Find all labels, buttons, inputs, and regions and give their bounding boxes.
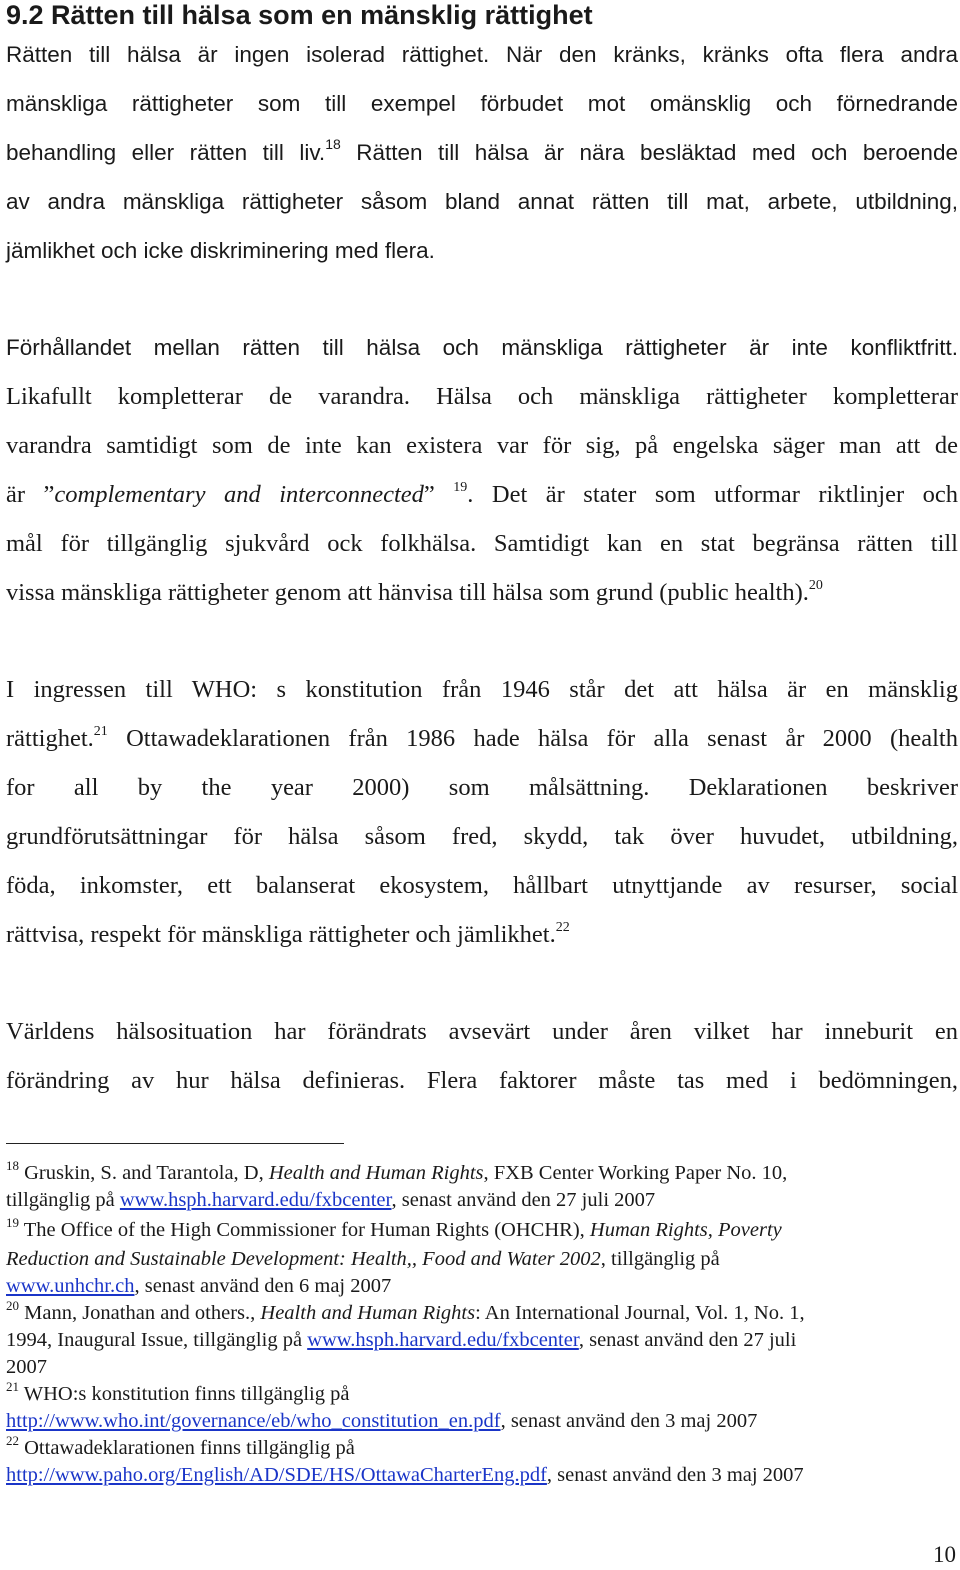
paragraph-2-line-4: är ”complementary and interconnected” $^{19}$. Det är stater som utformar riktlinjer och — [6, 480, 958, 508]
paragraph-4-line-2: förändring av hur hälsa definieras. Flera faktorer måste tas med i bedömningen, — [6, 1067, 958, 1094]
footnote-19-line-2: Reduction and Sustainable Development: Health,, Food and Water 2002, tillgänglig på — [6, 1248, 720, 1270]
footnote-21-line-1: $^{21}$ WHO:s konstitution finns tillgänglig på — [6, 1379, 350, 1405]
footnote-18-link[interactable]: www.hsph.harvard.edu/fxbcenter — [119, 1189, 392, 1211]
footnote-22-line-1: $^{22}$ Ottawadeklarationen finns tillgänglig på — [6, 1433, 355, 1459]
paragraph-1-line-1: Rätten till hälsa är ingen isolerad rättighet. När den kränks, kränks ofta flera andra — [6, 42, 958, 67]
footnote-ref-21: 21 — [93, 724, 108, 739]
paragraph-3-line-1: I ingressen till WHO: s konstitution från 1946 står det att hälsa är en mänsklig — [6, 676, 958, 703]
paragraph-2-line-2: Likafullt kompletterar de varandra. Hälsa och mänskliga rättigheter kompletterar — [6, 383, 958, 410]
paragraph-3-line-5: föda, inkomster, ett balanserat ekosystem, hållbart utnyttjande av resurser, social — [6, 872, 958, 899]
page-number: 10 — [933, 1542, 956, 1567]
paragraph-2-line-3: varandra samtidigt som de inte kan existera var för sig, på engelska säger man att de — [6, 432, 958, 459]
section-heading: 9.2 Rätten till hälsa som en mänsklig rättighet — [6, 0, 593, 30]
footnote-19-link[interactable]: www.unhchr.ch — [6, 1275, 135, 1297]
footnote-ref-22: 22 — [555, 920, 570, 935]
paragraph-3-line-3: for all by the year 2000) som målsättning. Deklarationen beskriver — [6, 774, 958, 801]
paragraph-2-line-5: mål för tillgänglig sjukvård ock folkhälsa. Samtidigt kan en stat begränsa rätten till — [6, 530, 958, 557]
footnote-20-line-3: 2007 — [6, 1356, 47, 1378]
footnote-ref-20: 20 — [808, 578, 823, 593]
footnote-ref-19: 19 — [453, 480, 468, 495]
paragraph-1-line-3: behandling eller rätten till liv.$^{18}$ Rätten till hälsa är nära besläktad med och beroende — [6, 136, 958, 165]
emphasis-phrase: complementary and interconnected — [54, 481, 424, 508]
paragraph-3-line-6: rättvisa, respekt för mänskliga rättigheter och jämlikhet.$^{22}$ — [6, 920, 570, 948]
footnote-22-line-2: http://www.paho.org/English/AD/SDE/HS/OttawaCharterEng.pdf, senast använd den 3 maj 2007 — [6, 1464, 804, 1486]
paragraph-3-line-4: grundförutsättningar för hälsa såsom fred, skydd, tak över huvudet, utbildning, — [6, 823, 958, 850]
paragraph-2-line-1: Förhållandet mellan rätten till hälsa och mänskliga rättigheter är inte konfliktfritt. — [6, 335, 958, 360]
paragraph-2-line-6: vissa mänskliga rättigheter genom att hänvisa till hälsa som grund (public health).$^{20}$ — [6, 578, 823, 606]
footnote-ref-18: 18 — [325, 136, 341, 152]
paragraph-4-line-1: Världens hälsosituation har förändrats avsevärt under åren vilket har inneburit en — [6, 1018, 958, 1045]
footnote-20-line-1: $^{20}$ Mann, Jonathan and others., Health and Human Rights: An International Journal, Vol. 1, No. 1, — [6, 1298, 805, 1324]
footnote-21-link[interactable]: http://www.who.int/governance/eb/who_constitution_en.pdf — [6, 1410, 501, 1432]
footnote-20-link[interactable]: www.hsph.harvard.edu/fxbcenter — [307, 1329, 579, 1351]
footnote-separator — [6, 1143, 344, 1144]
footnote-18-line-2: tillgänglig på www.hsph.harvard.edu/fxbcenter, senast använd den 27 juli 2007 — [6, 1189, 656, 1211]
paragraph-1-line-2: mänskliga rättigheter som till exempel förbudet mot omänsklig och förnedrande — [6, 91, 958, 116]
footnote-19-line-1: $^{19}$ The Office of the High Commissioner for Human Rights (OHCHR), Human Rights, Poverty — [6, 1215, 782, 1241]
footnote-20-line-2: 1994, Inaugural Issue, tillgänglig på www.hsph.harvard.edu/fxbcenter, senast använd den 27 juli — [6, 1329, 797, 1351]
footnote-22-link[interactable]: http://www.paho.org/English/AD/SDE/HS/OttawaCharterEng.pdf — [6, 1464, 547, 1486]
paragraph-1-line-4: av andra mänskliga rättigheter såsom bland annat rätten till mat, arbete, utbildning, — [6, 189, 958, 214]
footnote-19-line-3: www.unhchr.ch, senast använd den 6 maj 2007 — [6, 1275, 392, 1297]
paragraph-1-line-5: jämlikhet och icke diskriminering med flera. — [6, 238, 435, 263]
footnote-18-line-1: $^{18}$ Gruskin, S. and Tarantola, D, Health and Human Rights, FXB Center Working Paper No. 10, — [6, 1158, 788, 1184]
footnote-21-line-2: http://www.who.int/governance/eb/who_constitution_en.pdf, senast använd den 3 maj 2007 — [6, 1410, 758, 1432]
paragraph-3-line-2: rättighet.$^{21}$ Ottawadeklarationen från 1986 hade hälsa för alla senast år 2000 (health — [6, 724, 958, 752]
